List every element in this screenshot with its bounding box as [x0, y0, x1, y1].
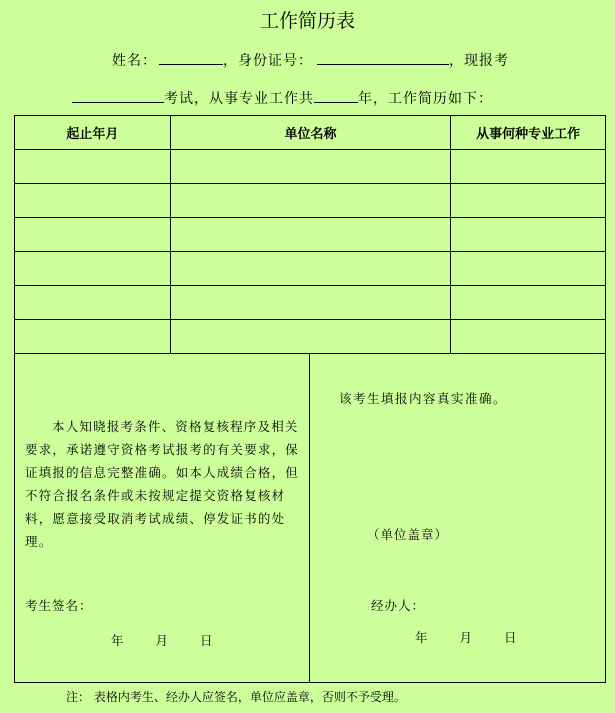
name-label: 姓名：	[112, 53, 157, 69]
candidate-date	[111, 631, 212, 649]
employer-verification-text: 该考生填报内容真实准确。	[339, 391, 508, 406]
day-label: 日	[503, 630, 517, 645]
work-type-cell[interactable]	[451, 150, 606, 184]
table-row	[15, 252, 606, 286]
period-cell[interactable]	[15, 218, 171, 252]
column-header-work-type: 从事何种专业工作	[451, 116, 606, 150]
table-header-row	[15, 116, 606, 150]
year-label: 年	[111, 633, 124, 648]
unit-seal-label: （单位盖章）	[367, 527, 449, 542]
period-cell[interactable]	[15, 252, 171, 286]
work-type-cell[interactable]	[451, 320, 606, 354]
employer-cell[interactable]	[170, 150, 451, 184]
page-title: 工作简历表	[259, 10, 355, 32]
work-type-cell[interactable]	[451, 252, 606, 286]
table-row	[15, 184, 606, 218]
footnote: 注： 表格内考生、经办人应签名，单位应盖章，否则不予受理。	[66, 690, 406, 704]
period-cell[interactable]	[15, 286, 171, 320]
exam-info-line	[72, 88, 493, 108]
years-blank[interactable]	[314, 89, 358, 103]
name-blank[interactable]	[159, 51, 223, 65]
exam-name-blank[interactable]	[72, 89, 164, 103]
work-history-table	[14, 115, 606, 354]
work-type-cell[interactable]	[451, 184, 606, 218]
period-cell[interactable]	[15, 320, 171, 354]
years-label: 年，工作简历如下：	[358, 91, 493, 107]
table-row	[15, 286, 606, 320]
candidate-pledge-text: 本人知晓报考条件、资格复核程序及相关要求，承诺遵守资格考试报考的有关要求，保证填报的信息完整准确。如本人成绩合格，但不符合报名条件或未按规定提交资格复核材料，愿意接受取消考试成绩、停发证书的处理。	[25, 419, 300, 549]
id-label: ，身份证号：	[223, 53, 313, 69]
column-header-period: 起止年月	[15, 116, 171, 150]
period-cell[interactable]	[15, 184, 171, 218]
applicant-info-line	[112, 50, 509, 70]
year-label: 年	[415, 630, 428, 645]
month-label: 月	[155, 633, 168, 648]
declaration-section	[14, 353, 606, 683]
month-label: 月	[459, 630, 472, 645]
day-label: 日	[199, 633, 213, 648]
work-type-cell[interactable]	[451, 286, 606, 320]
employer-cell[interactable]	[170, 320, 451, 354]
column-header-employer: 单位名称	[170, 116, 451, 150]
table-row	[15, 320, 606, 354]
candidate-signature-label: 考生签名：	[25, 598, 93, 613]
employer-cell[interactable]	[170, 252, 451, 286]
handler-date	[415, 628, 516, 646]
table-row	[15, 218, 606, 252]
handler-signature-label: 经办人：	[371, 598, 426, 613]
period-cell[interactable]	[15, 150, 171, 184]
table-row	[15, 150, 606, 184]
section-divider	[309, 353, 310, 682]
employer-cell[interactable]	[170, 184, 451, 218]
work-type-cell[interactable]	[451, 218, 606, 252]
employer-cell[interactable]	[170, 286, 451, 320]
exam-label: 考试，从事专业工作共	[164, 91, 314, 107]
id-number-blank[interactable]	[317, 51, 449, 65]
apply-label: ，现报考	[449, 53, 509, 69]
employer-cell[interactable]	[170, 218, 451, 252]
